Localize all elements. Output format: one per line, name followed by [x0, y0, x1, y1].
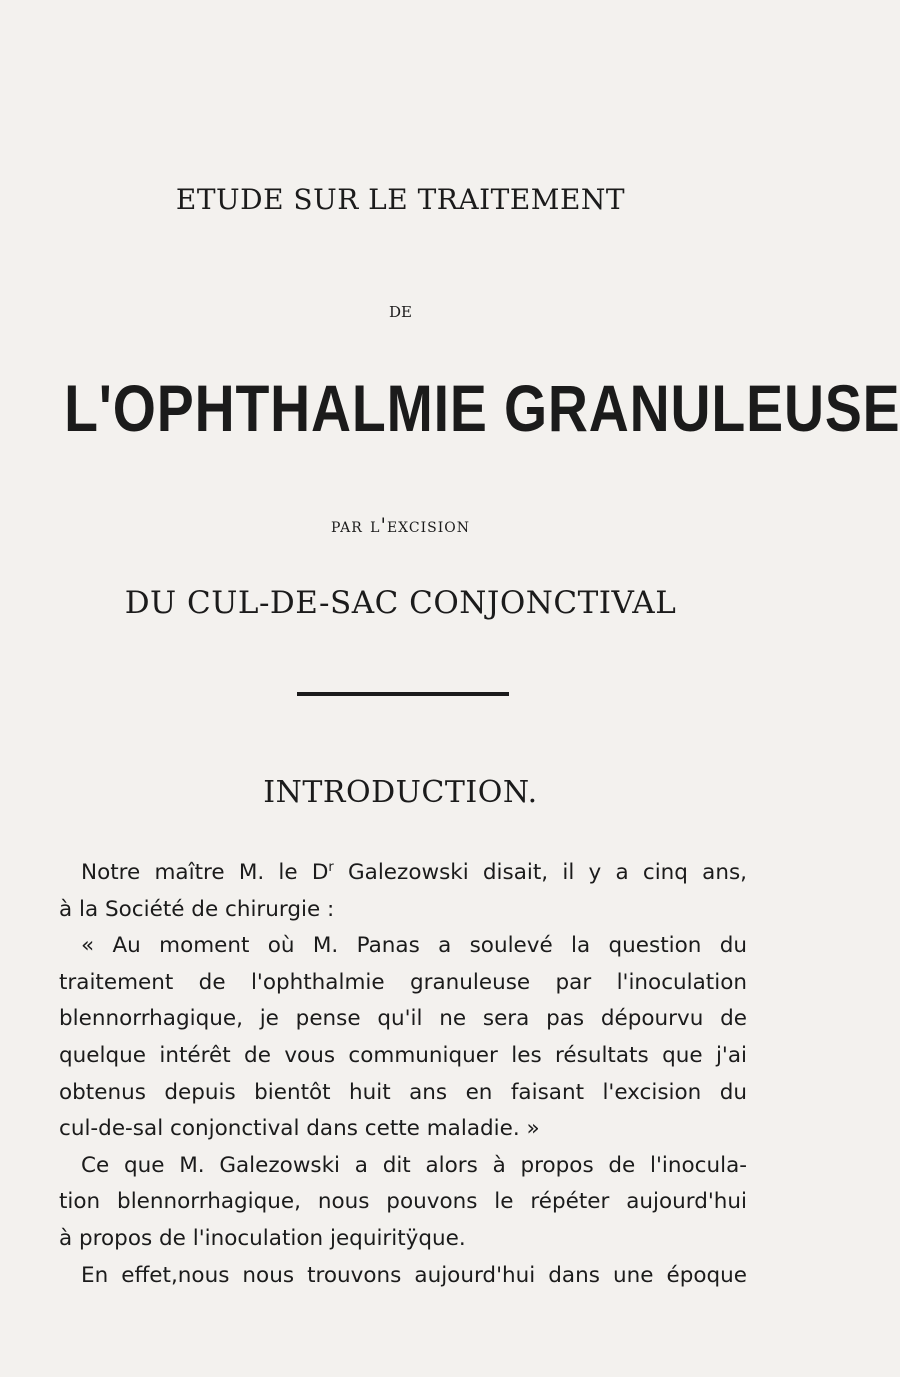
quote-line: « Au moment où M. Panas a soulevé la question du: [81, 933, 747, 959]
text-fragment: Notre maître M. le D: [81, 860, 329, 885]
superscript: r: [328, 860, 334, 875]
paragraph-3-line: En effet,nous nous trouvons aujourd'hui dans une époque: [81, 1262, 747, 1288]
paragraph-2-line: Ce que M. Galezowski a dit alors à propos de l'inocula-: [81, 1152, 747, 1178]
body-text: [59, 855, 747, 1294]
subtitle-cul-de-sac: DU CUL-DE-SAC CONJONCTIVAL: [124, 585, 677, 621]
divider-rule: [297, 692, 509, 696]
title-line-de: DE: [389, 303, 412, 321]
paragraph-1-line-1: [59, 855, 747, 892]
main-title: L'OPHTHALMIE GRANULEUSE: [64, 371, 900, 445]
section-title: INTRODUCTION.: [263, 775, 538, 810]
subtitle-par: par l'excision: [331, 513, 470, 537]
quote-line: obtenus depuis bientôt huit ans en faisant l'excision du: [59, 1079, 747, 1105]
paragraph-1-line-2: à la Société de chirurgie :: [59, 896, 335, 922]
quote-line: cul-de-sal conjonctival dans cette maladie. »: [59, 1116, 540, 1142]
quote-line: traitement de l'ophthalmie granuleuse par l'inoculation: [59, 969, 747, 995]
paragraph-2-line: tion blennorrhagique, nous pouvons le répéter aujourd'hui: [59, 1189, 747, 1215]
quote-line: blennorrhagique, je pense qu'il ne sera pas dépourvu de: [59, 1006, 747, 1032]
title-line-1: ETUDE SUR LE TRAITEMENT: [175, 183, 626, 216]
paragraph-2-line: à propos de l'inoculation jequiritÿque.: [59, 1225, 466, 1251]
text-fragment: Galezowski disait, il y a cinq ans,: [333, 860, 748, 885]
quote-line: quelque intérêt de vous communiquer les résultats que j'ai: [59, 1042, 747, 1068]
